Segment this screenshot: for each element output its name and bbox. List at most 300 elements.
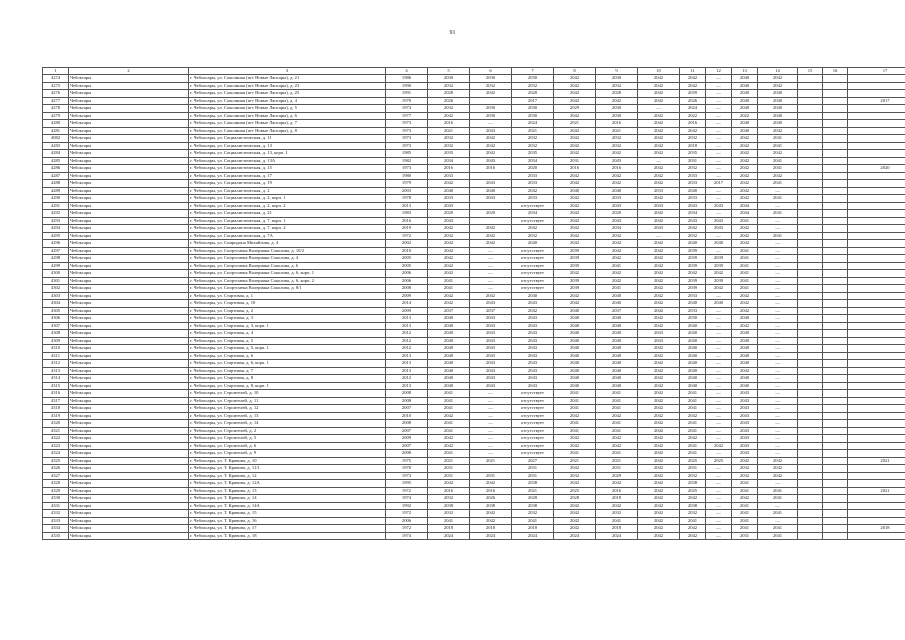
table-cell: 2042 [732,322,758,330]
table-cell: — [758,187,798,195]
table-cell: — [758,300,798,308]
table-cell: — [470,427,512,435]
table-cell: 2043 [596,157,638,165]
table-cell: г. Чебоксары, ул. Стартовая, д. 8 [189,375,386,383]
table-cell: 1972 [386,510,428,518]
table-cell: 2042 [428,270,470,278]
table-cell [823,487,848,495]
table-cell: 2042 [596,240,638,248]
table-cell: 2032 [428,82,470,90]
table-cell: отсутствует [512,255,554,263]
table-cell: — [758,247,798,255]
table-cell: 2042 [732,195,758,203]
table-cell: — [638,232,680,240]
table-cell: 2042 [638,255,680,263]
table-cell: 2040 [732,97,758,105]
table-cell: 2042 [554,480,596,488]
table-cell: 2018 [428,525,470,533]
table-cell: г. Чебоксары, ул. Социалистическая, д. 7, корп. 2 [189,225,386,233]
table-cell: 2012 [386,345,428,353]
table-cell [848,345,905,353]
table-cell: — [758,255,798,263]
table-cell: 2040 [732,360,758,368]
table-cell: 4318 [43,405,69,413]
table-cell: 2041 [758,180,798,188]
table-cell [823,465,848,473]
table-cell: 2042 [680,225,706,233]
table-cell: 2041 [680,517,706,525]
table-cell: г. Чебоксары, ул. Строителей, д. 14 [189,420,386,428]
table-cell [798,292,823,300]
table-cell [823,472,848,480]
table-cell: 4314 [43,375,69,383]
table-cell: 2033 [680,307,706,315]
table-cell: 2040 [732,382,758,390]
table-cell: г. Чебоксары, ул. Социалистическая, д. 2, корп. 2 [189,202,386,210]
table-cell: 2040 [758,90,798,98]
table-cell: 2025 [680,487,706,495]
table-cell: 2042 [554,127,596,135]
table-cell: г. Чебоксары, ул. Стартовая, д. 2 [189,307,386,315]
table-cell: 2018 [680,142,706,150]
table-cell: 2040 [732,90,758,98]
table-cell: Чебоксары [69,240,189,248]
table-cell: 4319 [43,412,69,420]
table-cell: 2042 [596,255,638,263]
table-cell [798,225,823,233]
table-cell: Чебоксары [69,180,189,188]
table-cell: 2039 [680,90,706,98]
table-cell: 4327 [43,472,69,480]
table-cell: — [706,427,732,435]
table-cell: 2039 [554,247,596,255]
table-cell: 2016 [596,165,638,173]
table-cell: отсутствует [512,217,554,225]
table-cell: 2021 [596,457,638,465]
table-cell: 2040 [732,120,758,128]
table-cell: 2033 [638,187,680,195]
table-cell [798,442,823,450]
table-cell: 2033 [680,180,706,188]
table-cell: 2031 [596,465,638,473]
table-cell: 2040 [732,337,758,345]
table-cell: 2043 [470,315,512,323]
table-cell: 1973 [386,135,428,143]
table-cell [848,502,905,510]
table-cell: 4297 [43,247,69,255]
table-cell: 2038 [512,502,554,510]
table-cell: 2042 [638,397,680,405]
table-cell [823,495,848,503]
table-cell: 2041 [758,510,798,518]
table-cell: 2042 [554,195,596,203]
table-cell: 1983 [386,210,428,218]
table-cell [848,127,905,135]
table-cell: 2043 [470,337,512,345]
table-row [43,397,905,405]
table-cell: 2039 [554,277,596,285]
table-cell: 2024 [512,532,554,540]
table-cell: Чебоксары [69,345,189,353]
table-cell: 2043 [470,127,512,135]
table-cell: 2042 [680,82,706,90]
table-cell [798,330,823,338]
table-cell: 2040 [732,315,758,323]
table-cell: 2042 [638,262,680,270]
table-cell: — [758,330,798,338]
table-cell: 2024 [554,532,596,540]
table-cell: 2042 [554,180,596,188]
table-cell: 2042 [638,427,680,435]
table-cell [823,75,848,83]
table-cell: 4277 [43,97,69,105]
table-cell: 4331 [43,502,69,510]
table-cell: 2042 [638,360,680,368]
table-cell: 2041 [732,255,758,263]
table-cell: 2030 [680,315,706,323]
table-cell: г. Чебоксары, ул. Т. Кривова, д. 18 [189,532,386,540]
table-cell: 2041 [758,487,798,495]
table-cell: 4334 [43,525,69,533]
table-cell: 1973 [386,472,428,480]
table-cell: 4330 [43,495,69,503]
table-cell: — [706,172,732,180]
table-cell: Чебоксары [69,532,189,540]
table-cell: 2043 [512,300,554,308]
table-cell: Чебоксары [69,480,189,488]
table-row [43,285,905,293]
table-cell: Чебоксары [69,150,189,158]
table-cell: 2041 [732,510,758,518]
table-cell: — [706,330,732,338]
table-cell: 4284 [43,150,69,158]
table-cell: Чебоксары [69,217,189,225]
table-cell: 2041 [732,217,758,225]
table-cell: Чебоксары [69,390,189,398]
table-cell: 2040 [758,120,798,128]
table-cell: 2042 [638,75,680,83]
table-cell: 2042 [638,142,680,150]
table-cell: 2042 [638,450,680,458]
table-cell: 4311 [43,352,69,360]
table-cell: 2042 [638,487,680,495]
table-cell [848,135,905,143]
table-cell: 2020 [428,210,470,218]
table-cell: 2042 [554,517,596,525]
table-cell: 2042 [732,142,758,150]
table-cell [798,382,823,390]
table-cell: 2043 [470,345,512,353]
table-cell: 2033 [428,172,470,180]
table-cell: 2042 [758,127,798,135]
table-cell [798,367,823,375]
table-cell: 2040 [428,322,470,330]
table-cell [798,390,823,398]
table-cell: 2042 [638,315,680,323]
table-cell: 2043 [512,352,554,360]
table-cell: 2006 [386,277,428,285]
table-cell: отсутствует [512,405,554,413]
table-cell: 2041 [428,285,470,293]
table-cell: 2040 [732,352,758,360]
table-row [43,195,905,203]
table-cell: г. Чебоксары, ул. Стартовая, д. 8, корп. 1 [189,382,386,390]
table-cell: — [758,435,798,443]
table-cell [823,210,848,218]
table-cell: 2034 [428,157,470,165]
table-cell: 2039 [706,277,732,285]
table-cell: 2042 [638,435,680,443]
table-cell: 2043 [680,217,706,225]
table-cell: 2040 [554,315,596,323]
table-cell: 2042 [470,225,512,233]
table-cell: — [706,465,732,473]
table-cell: г. Чебоксары, ул. Соколиная (пгт Новые Лапсары), д. 4 [189,97,386,105]
table-cell: 4312 [43,360,69,368]
table-cell [823,300,848,308]
table-cell [798,172,823,180]
table-cell: отсутствует [512,420,554,428]
column-header: 8 [554,68,596,75]
table-cell: 2040 [428,367,470,375]
table-cell: 4278 [43,105,69,113]
table-cell: 2041 [596,285,638,293]
table-cell: 1982 [386,157,428,165]
table-cell [823,165,848,173]
table-cell: 2043 [512,315,554,323]
table-cell: 2042 [638,90,680,98]
table-cell [823,390,848,398]
table-cell: 2020 [512,165,554,173]
table-cell: 2041 [596,405,638,413]
table-cell [848,82,905,90]
table-cell: 2016 [428,487,470,495]
table-cell: 2042 [732,157,758,165]
table-cell: 4335 [43,532,69,540]
table-cell: Чебоксары [69,187,189,195]
table-cell: — [706,525,732,533]
table-cell [798,210,823,218]
table-row [43,472,905,480]
table-cell [798,375,823,383]
table-cell [798,420,823,428]
table-cell: 2033 [428,195,470,203]
table-cell: 4323 [43,442,69,450]
table-cell: Чебоксары [69,82,189,90]
table-cell: 2042 [554,210,596,218]
table-cell: 2041 [732,517,758,525]
table-cell: 2022 [732,112,758,120]
table-cell: 2040 [554,352,596,360]
column-header: 11 [680,68,706,75]
table-cell: 2040 [680,337,706,345]
table-cell: 2016 [680,120,706,128]
table-cell [848,157,905,165]
table-cell: 2032 [680,472,706,480]
table-cell: 2040 [596,337,638,345]
table-cell: 2041 [758,135,798,143]
table-cell: 2042 [706,285,732,293]
table-cell: г. Чебоксары, ул. Т. Кривова, д. 12 [189,472,386,480]
table-cell [470,465,512,473]
table-cell: — [706,412,732,420]
table-cell: 2032 [512,510,554,518]
table-cell [798,457,823,465]
table-cell [848,472,905,480]
table-cell: — [758,375,798,383]
table-cell: — [758,337,798,345]
table-cell [848,307,905,315]
table-cell: 2043 [732,420,758,428]
table-cell: 2042 [554,217,596,225]
table-cell: 2041 [732,247,758,255]
table-cell: 2043 [470,382,512,390]
table-cell: 2040 [596,300,638,308]
table-cell: 2042 [758,457,798,465]
table-cell: 2042 [470,232,512,240]
table-cell [798,97,823,105]
table-cell: 2042 [680,127,706,135]
table-cell: г. Чебоксары, ул. Т. Кривова, д. 14 [189,495,386,503]
table-row [43,262,905,270]
table-cell: 2042 [638,240,680,248]
table-cell: 2040 [596,330,638,338]
table-cell: 2035 [512,150,554,158]
table-row [43,127,905,135]
table-cell: 1972 [386,487,428,495]
table-cell: 4274 [43,75,69,83]
table-cell: 2040 [554,337,596,345]
table-cell: Чебоксары [69,495,189,503]
table-cell: Чебоксары [69,172,189,180]
table-cell: — [706,187,732,195]
table-cell [848,75,905,83]
table-cell: 2040 [554,367,596,375]
table-cell [823,120,848,128]
table-cell: Чебоксары [69,427,189,435]
table-cell: Чебоксары [69,135,189,143]
table-cell: 2032 [732,465,758,473]
table-cell: — [706,105,732,113]
table-cell: 2030 [596,105,638,113]
table-cell: 1985 [386,150,428,158]
table-cell: 2042 [554,82,596,90]
column-header: 16 [823,68,848,75]
table-cell: 2041 [596,420,638,428]
table-cell: 2040 [428,187,470,195]
table-cell: 2042 [428,112,470,120]
table-cell: 2042 [638,502,680,510]
table-cell: 2019 [386,225,428,233]
table-cell: 2041 [680,390,706,398]
table-cell: 2041 [428,390,470,398]
table-cell [823,412,848,420]
table-cell: Чебоксары [69,270,189,278]
table-cell [798,195,823,203]
header-row [43,68,905,75]
table-cell [798,135,823,143]
table-cell: 2043 [596,202,638,210]
table-cell: 2042 [596,435,638,443]
table-cell: Чебоксары [69,255,189,263]
table-cell: 2042 [732,187,758,195]
table-cell: 2043 [732,427,758,435]
table-row [43,450,905,458]
table-cell: 2007 [386,442,428,450]
table-cell: 2042 [428,442,470,450]
table-cell: 2042 [706,442,732,450]
table-cell: 2041 [554,390,596,398]
table-cell: 2042 [596,247,638,255]
table-cell: 4298 [43,255,69,263]
table-cell: — [758,292,798,300]
table-cell: 2042 [732,307,758,315]
table-cell [848,120,905,128]
table-cell: 2043 [428,217,470,225]
table-row [43,510,905,518]
table-cell: — [706,510,732,518]
table-row [43,465,905,473]
table-cell: 2043 [638,202,680,210]
table-cell: 2040 [596,382,638,390]
table-cell: отсутствует [512,247,554,255]
table-cell: 2042 [732,300,758,308]
table-cell: 2041 [680,397,706,405]
table-cell: 2039 [680,255,706,263]
table-cell: 4293 [43,217,69,225]
table-cell: 2042 [512,307,554,315]
table-cell: 2042 [638,97,680,105]
table-cell: 2032 [512,142,554,150]
table-cell: — [706,120,732,128]
table-cell: — [470,405,512,413]
table-cell [798,517,823,525]
table-cell: 2042 [638,127,680,135]
table-cell: Чебоксары [69,262,189,270]
table-cell: г. Чебоксары, ул. Спортсмена Валериана Соколова, д. 10/2 [189,247,386,255]
table-cell: 2043 [470,360,512,368]
table-cell: Чебоксары [69,292,189,300]
table-row [43,390,905,398]
table-cell: 2042 [638,367,680,375]
table-cell: 2032 [596,135,638,143]
table-cell: 2042 [428,240,470,248]
table-cell: 2042 [732,457,758,465]
table-cell: 2016 [386,217,428,225]
table-cell [823,502,848,510]
table-cell: 4306 [43,315,69,323]
table-cell [848,217,905,225]
table-cell: 2038 [680,502,706,510]
table-cell: 2031 [512,472,554,480]
table-cell: 2016 [470,165,512,173]
table-cell: 2040 [680,375,706,383]
table-cell: 2040 [758,97,798,105]
table-cell [798,427,823,435]
table-cell: г. Чебоксары, ул. Спортсмена Валериана Соколова, д. 6, корп. 2 [189,277,386,285]
table-cell: 2042 [638,480,680,488]
table-cell: 2008 [386,420,428,428]
table-cell: 2040 [680,322,706,330]
table-cell: 4303 [43,292,69,300]
table-cell: Чебоксары [69,367,189,375]
table-cell [798,300,823,308]
table-cell [823,315,848,323]
table-cell: 2040 [732,105,758,113]
table-cell: — [758,307,798,315]
table-cell: — [706,487,732,495]
table-cell: 2040 [732,82,758,90]
